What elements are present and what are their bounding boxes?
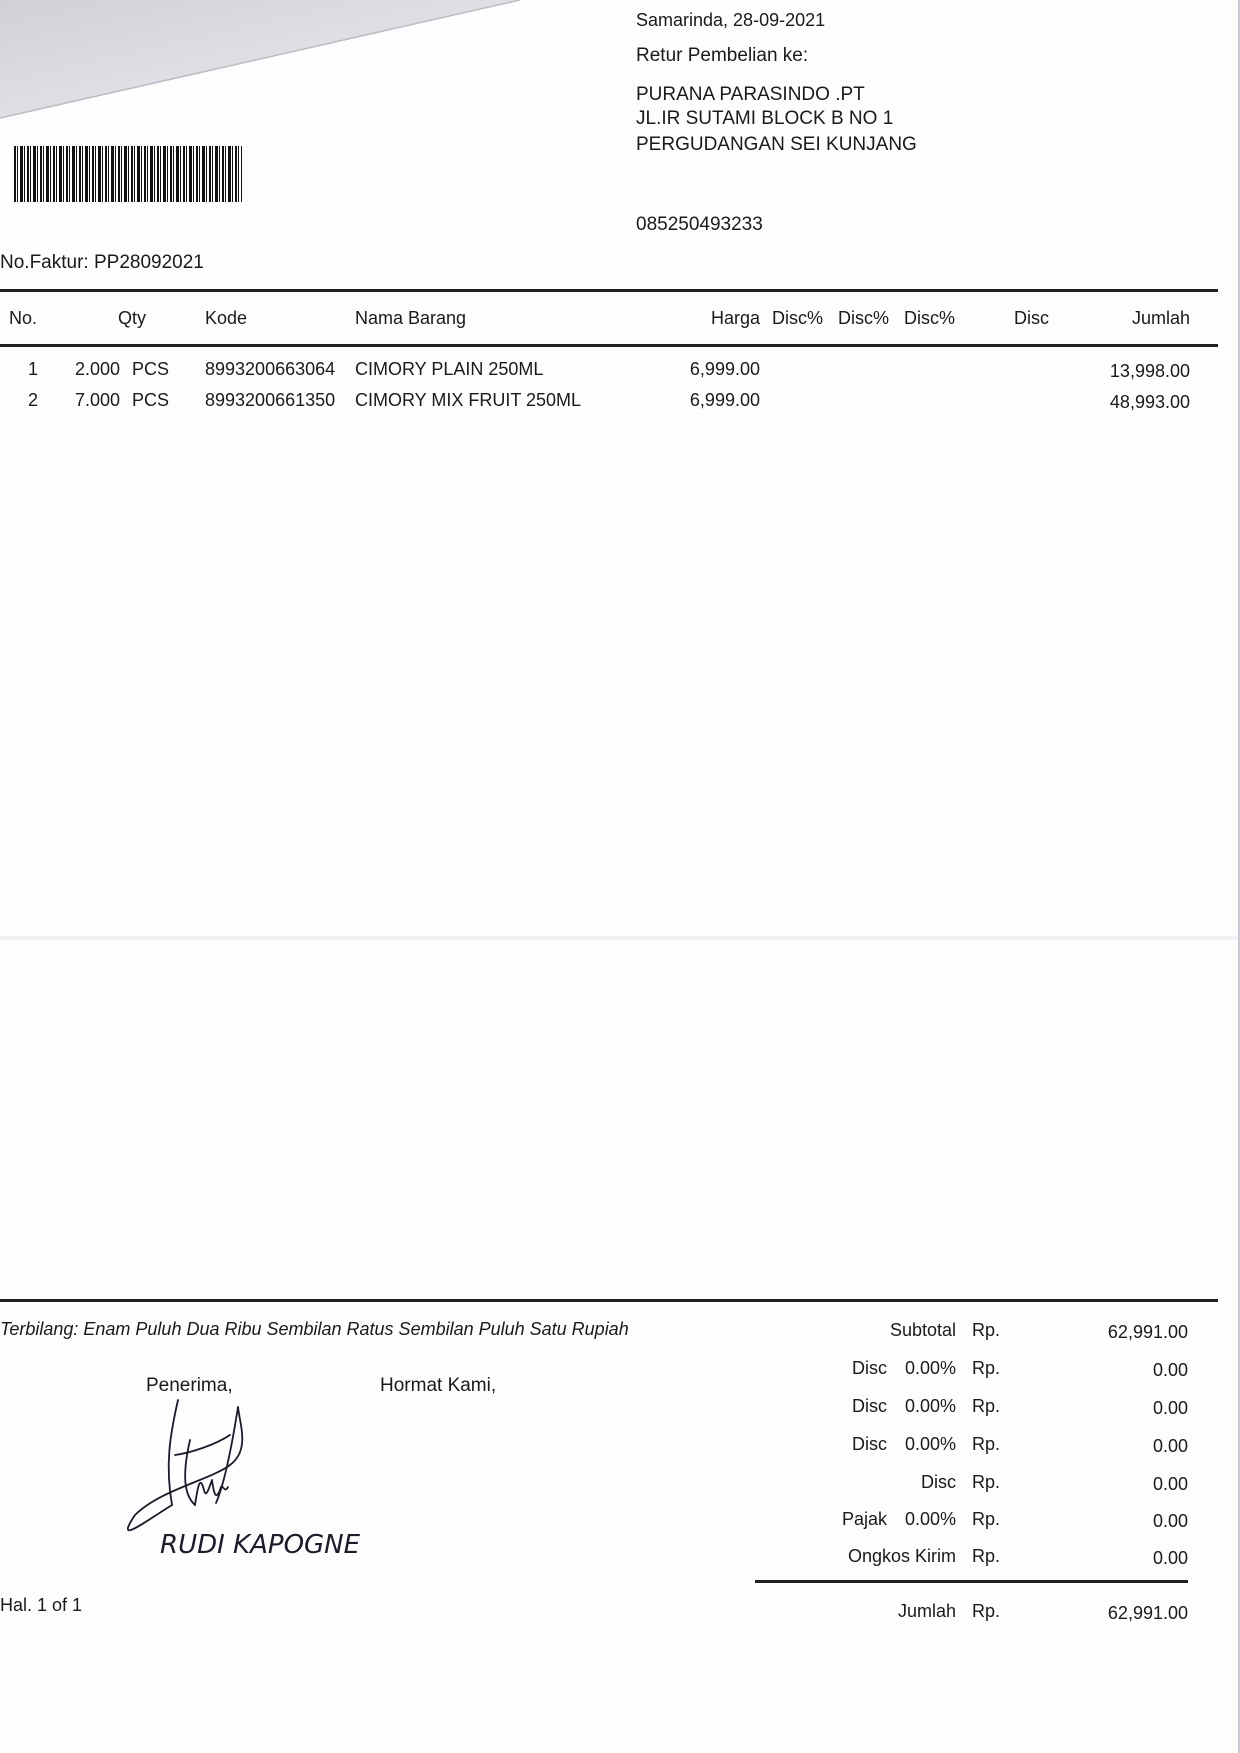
- row-kode: 8993200663064: [205, 359, 336, 379]
- summary-label: Subtotal: [889, 1320, 956, 1340]
- footer-top-rule: [0, 1299, 1218, 1302]
- row-qty: 7.000: [75, 390, 121, 410]
- summary-total-rule: [755, 1580, 1188, 1583]
- row-harga: 6,999.00: [689, 359, 760, 379]
- summary-currency: Rp.: [972, 1396, 1001, 1416]
- receiver-label: Penerima,: [146, 1375, 233, 1396]
- col-disc-pct-3: Disc%: [904, 308, 956, 328]
- signature-name: RUDI KAPOGNE: [160, 1530, 360, 1560]
- summary-label: Disc: [852, 1358, 887, 1378]
- paper-crease: [0, 935, 1240, 941]
- row-harga: 6,999.00: [689, 390, 760, 410]
- col-qty: Qty: [118, 308, 147, 328]
- summary-currency: Rp.: [972, 1358, 1001, 1378]
- summary-value: 0.00: [1152, 1511, 1188, 1531]
- barcode: [14, 146, 242, 202]
- summary-label: Pajak: [841, 1509, 887, 1529]
- col-no: No.: [9, 308, 38, 328]
- col-disc-pct-2: Disc%: [838, 308, 890, 328]
- col-disc-pct-1: Disc%: [772, 308, 824, 328]
- supplier-name: PURANA PARASINDO .PT: [636, 84, 865, 105]
- row-jumlah: 48,993.00: [1109, 392, 1190, 412]
- supplier-phone: 085250493233: [636, 214, 763, 235]
- row-no: 2: [28, 390, 39, 410]
- table-top-rule: [0, 289, 1218, 292]
- row-no: 1: [28, 359, 39, 379]
- summary-currency: Rp.: [972, 1509, 1001, 1529]
- col-jumlah: Jumlah: [1131, 308, 1190, 328]
- summary-currency: Rp.: [972, 1320, 1001, 1340]
- col-kode: Kode: [205, 308, 248, 328]
- row-nama-barang: CIMORY MIX FRUIT 250ML: [355, 390, 582, 410]
- row-unit: PCS: [132, 359, 170, 379]
- supplier-address-1: JL.IR SUTAMI BLOCK B NO 1: [636, 108, 894, 129]
- summary-pct: 0.00%: [904, 1509, 956, 1529]
- total-label: Jumlah: [897, 1601, 956, 1621]
- summary-currency: Rp.: [972, 1434, 1001, 1454]
- summary-pct: 0.00%: [904, 1358, 956, 1378]
- summary-value: 0.00: [1152, 1360, 1188, 1380]
- col-disc: Disc: [1014, 308, 1049, 328]
- row-qty: 2.000: [75, 359, 121, 379]
- row-nama-barang: CIMORY PLAIN 250ML: [355, 359, 544, 379]
- summary-label: Disc: [921, 1472, 956, 1492]
- sender-label: Hormat Kami,: [380, 1375, 497, 1396]
- signature: [120, 1395, 360, 1560]
- row-unit: PCS: [132, 390, 170, 410]
- summary-currency: Rp.: [972, 1472, 1001, 1492]
- supplier-address-2: PERGUDANGAN SEI KUNJANG: [636, 134, 917, 155]
- summary-value: 0.00: [1152, 1436, 1188, 1456]
- row-kode: 8993200661350: [205, 390, 336, 410]
- invoice-number: No.Faktur: PP28092021: [0, 252, 204, 273]
- summary-value: 0.00: [1152, 1474, 1188, 1494]
- summary-value: 62,991.00: [1107, 1322, 1188, 1342]
- summary-value: 0.00: [1152, 1548, 1188, 1568]
- page-number: Hal. 1 of 1: [0, 1595, 83, 1615]
- summary-label: Ongkos Kirim: [847, 1546, 956, 1566]
- summary-value: 0.00: [1152, 1398, 1188, 1418]
- total-value: 62,991.00: [1107, 1603, 1188, 1623]
- col-harga: Harga: [710, 308, 760, 328]
- summary-currency: Rp.: [972, 1601, 1001, 1621]
- place-date: Samarinda, 28-09-2021: [636, 10, 826, 30]
- table-header-rule: [0, 344, 1218, 347]
- summary-pct: 0.00%: [904, 1434, 956, 1454]
- summary-label: Disc: [852, 1396, 887, 1416]
- summary-currency: Rp.: [972, 1546, 1001, 1566]
- summary-label: Disc: [852, 1434, 887, 1454]
- amount-in-words: Terbilang: Enam Puluh Dua Ribu Sembilan Ratus Sembilan Puluh Satu Rupiah: [0, 1319, 629, 1339]
- retur-label: Retur Pembelian ke:: [636, 45, 809, 66]
- col-nama-barang: Nama Barang: [355, 308, 467, 328]
- summary-pct: 0.00%: [904, 1396, 956, 1416]
- folded-corner: [0, 0, 540, 125]
- row-jumlah: 13,998.00: [1109, 361, 1190, 381]
